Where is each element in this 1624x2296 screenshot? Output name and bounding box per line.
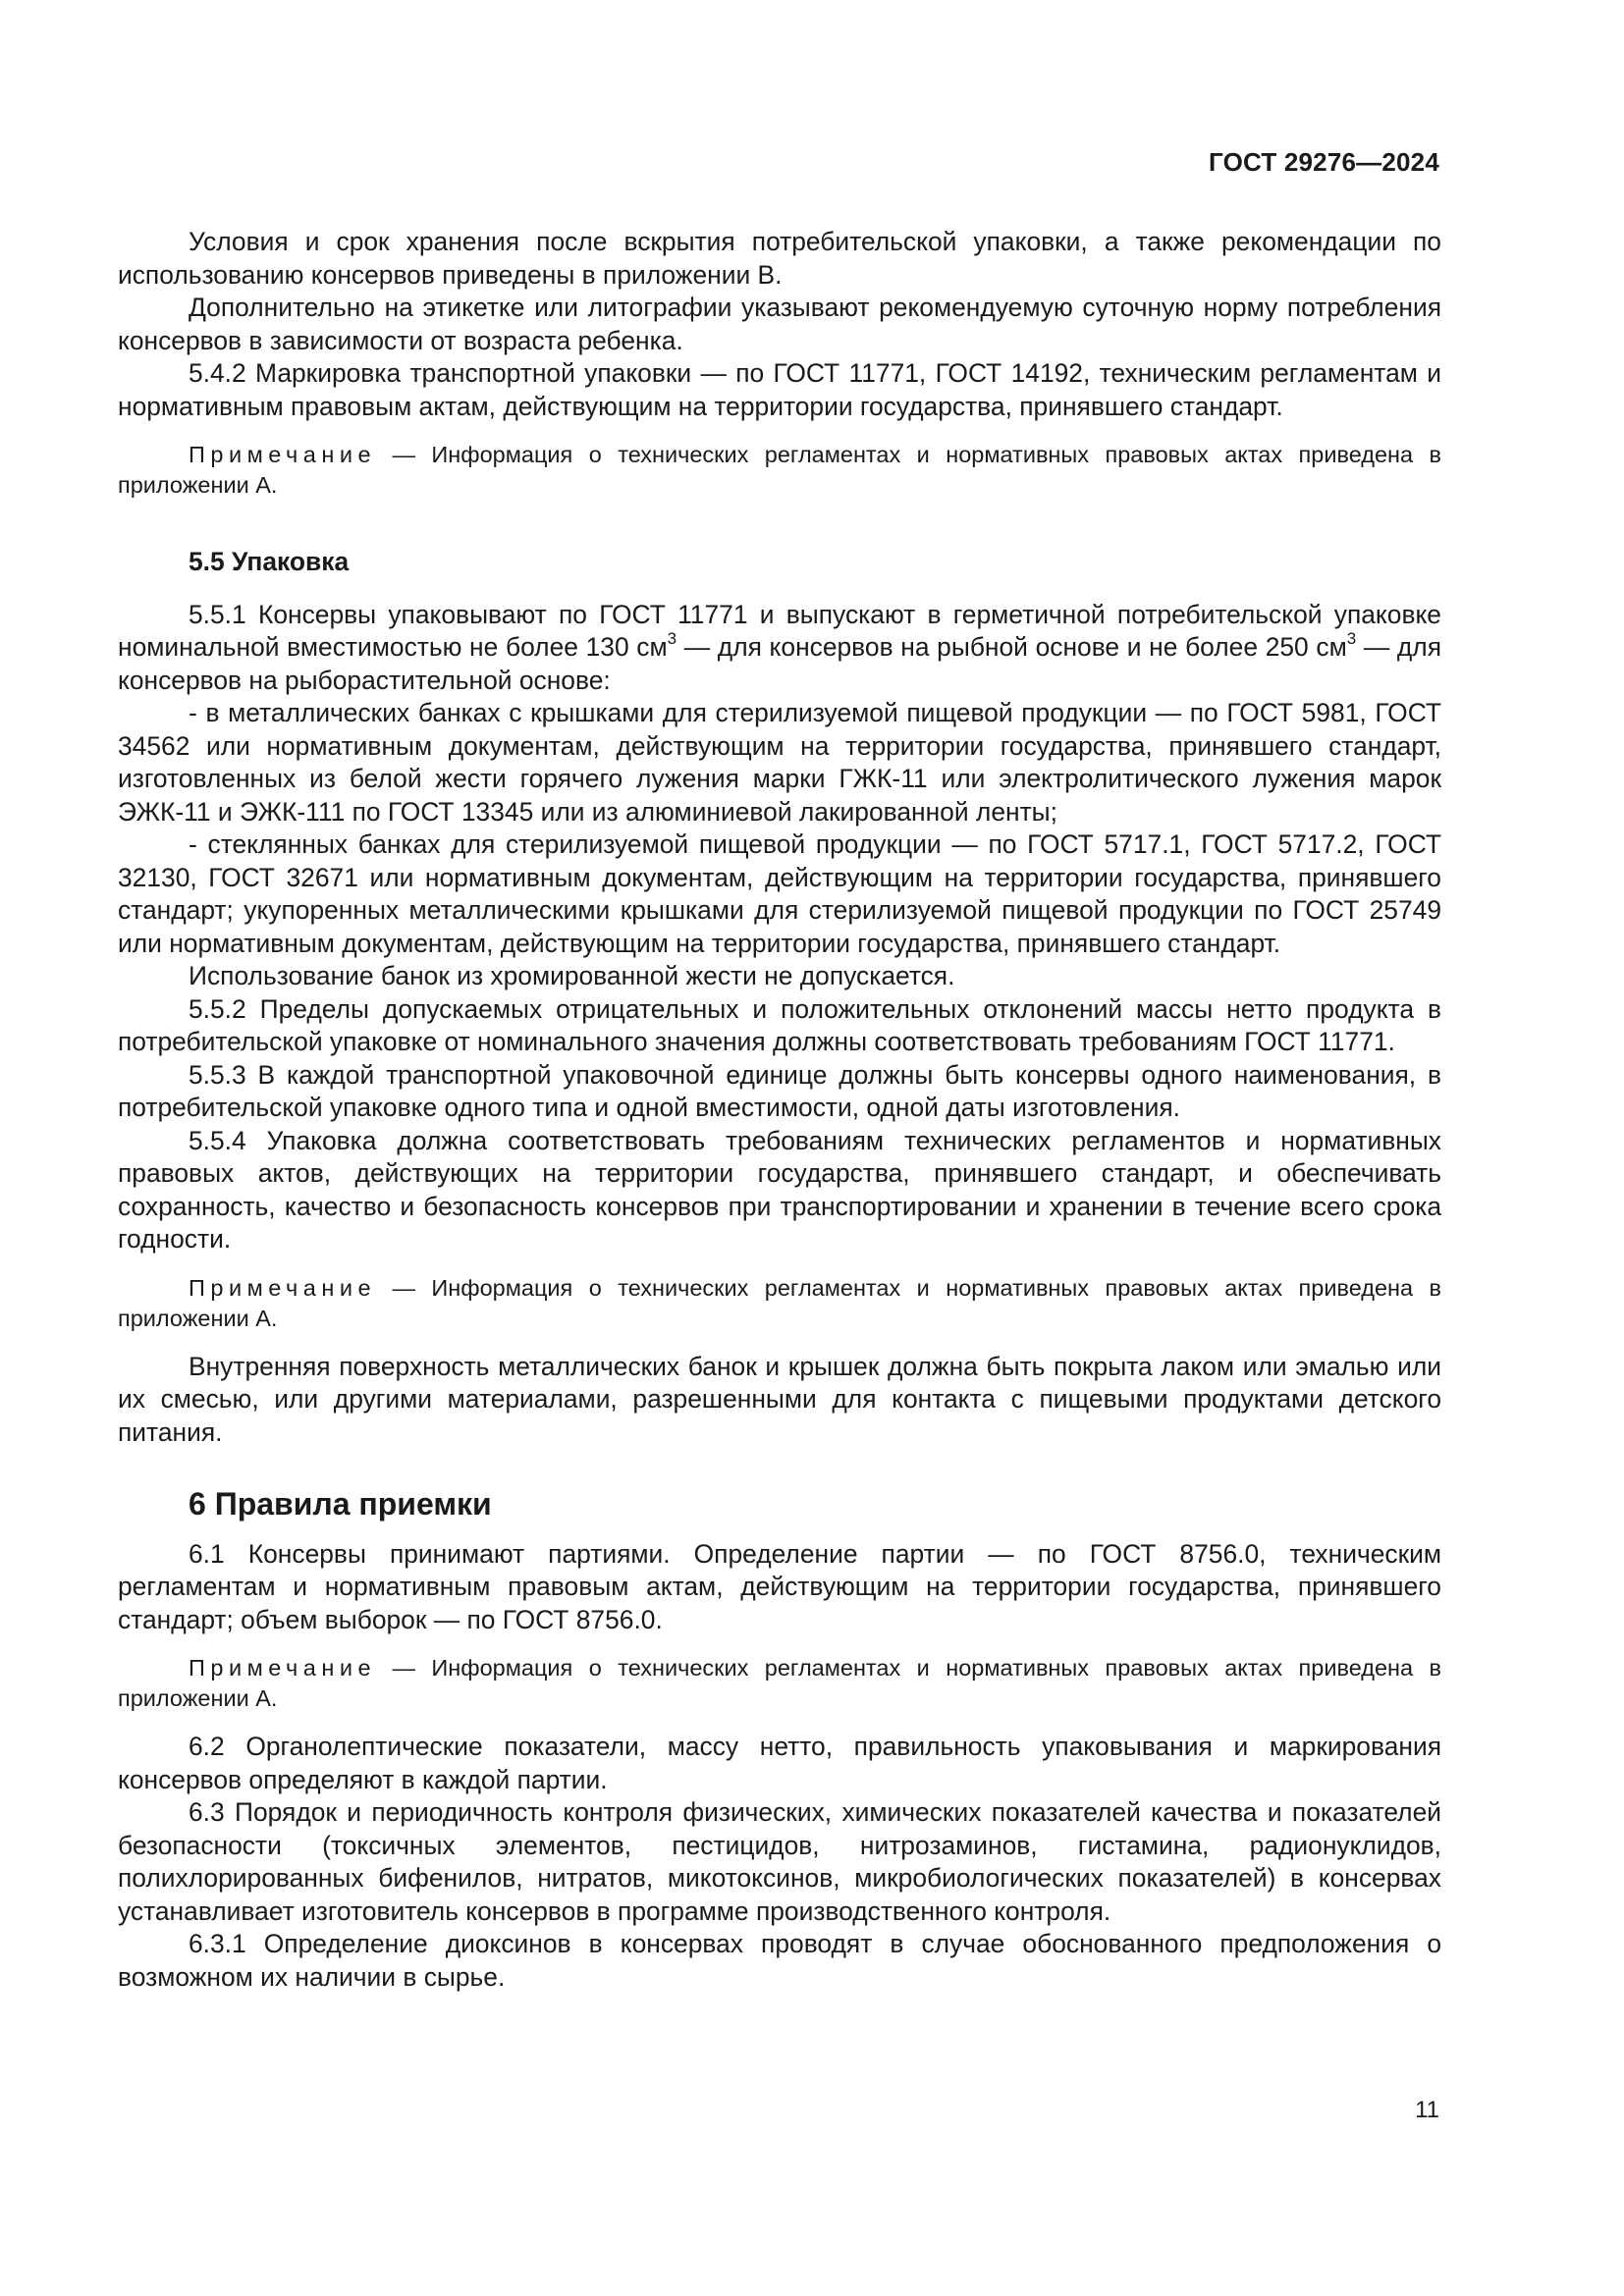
paragraph-storage-after-opening: Условия и срок хранения после вскрытия потребительской упаковки, а также рекомендации по использованию консервов приведены в приложении В. [118, 227, 1441, 290]
note-3 [118, 1653, 1441, 1714]
note-2 [118, 1273, 1441, 1334]
paragraph-5-5-1-part-b: — для консервов на рыбной основе и не более 250 см [677, 632, 1347, 662]
note-1 [118, 440, 1441, 501]
paragraph-5-4-2: 5.4.2 Маркировка транспортной упаковки — по ГОСТ 11771, ГОСТ 14192, техническим регламентам и нормативным правовым актам, действующим на территории государства, принявшего стандарт. [118, 358, 1441, 421]
note-label: Примечание [189, 1655, 377, 1681]
paragraph-daily-norm: Дополнительно на этикетке или литографии указывают рекомендуемую суточную норму потребления консервов в зависимости от возраста ребенка. [118, 293, 1441, 355]
list-item-metal-cans: - в металлических банках с крышками для стерилизуемой пищевой продукции — по ГОСТ 5981, ГОСТ 34562 или нормативным документам, действующим на территории государства, принявшего стандарт, изготовленных из белой жести горячего лужения марки ГЖК-11 или электролитического лужения марок ЭЖК-11 и ЭЖК-111 по ГОСТ 13345 или из алюминиевой лакированной ленты; [118, 698, 1441, 827]
paragraph-6-3-1: 6.3.1 Определение диоксинов в консервах проводят в случае обоснованного предположения о возможном их наличии в сырье. [118, 1929, 1441, 1992]
paragraph-6-1: 6.1 Консервы принимают партиями. Определение партии — по ГОСТ 8756.0, техническим регламентам и нормативным правовым актам, действующим на территории государства, принявшего стандарт; объем выборок — по ГОСТ 8756.0. [118, 1538, 1441, 1634]
document-header-id: ГОСТ 29276—2024 [1209, 147, 1439, 177]
paragraph-5-5-4: 5.5.4 Упаковка должна соответствовать требованиям технических регламентов и нормативных правовых актов, действующих на территории государства, принявшего стандарт, и обеспечивать сохранность, качество и безопасность консервов при транспортировании и хранении в течение всего срока годности. [118, 1125, 1441, 1254]
paragraph-5-5-2: 5.5.2 Пределы допускаемых отрицательных и положительных отклонений массы нетто продукта в потребительской упаковке от номинального значения должны соответствовать требованиям ГОСТ 11771. [118, 993, 1441, 1056]
superscript-3: 3 [1346, 629, 1357, 648]
paragraph-5-5-1-part-c: — для консервов на рыборастительной основе: [118, 632, 1441, 695]
note-label: Примечание [189, 1274, 377, 1301]
chapter-heading-6: 6 Правила приемки [189, 1486, 492, 1522]
superscript-3: 3 [667, 629, 677, 648]
paragraph-chrome-tin: Использование банок из хромированной жести не допускается. [189, 961, 955, 990]
paragraph-5-5-3: 5.5.3 В каждой транспортной упаковочной единице должны быть консервы одного наименования, в потребительской упаковке одного типа и одной вместимости, одной даты изготовления. [118, 1059, 1441, 1122]
list-item-glass-jars: - стеклянных банках для стерилизуемой пищевой продукции — по ГОСТ 5717.1, ГОСТ 5717.2, ГОСТ 32130, ГОСТ 32671 или нормативным документам, действующим на территории государства, принявшего стандарт; укупоренных металлическими крышками для стерилизуемой пищевой продукции по ГОСТ 25749 или нормативным документам, действующим на территории государства, принявшего стандарт. [118, 829, 1441, 958]
note-text: — Информация о технических регламентах и нормативных правовых актах приведена в приложении А. [118, 442, 1441, 498]
paragraph-6-3: 6.3 Порядок и периодичность контроля физических, химических показателей качества и показателей безопасности (токсичных элементов, пестицидов, нитрозаминов, гистамина, радионуклидов, полихлорированных бифенилов, нитратов, микотоксинов, микробиологических показателей) в консервах устанавливает изготовитель консервов в программе производственного контроля. [118, 1797, 1441, 1926]
paragraph-5-5-1 [118, 599, 1441, 698]
document-body [118, 226, 1441, 1994]
note-text: — Информация о технических регламентах и нормативных правовых актах приведена в приложении А. [118, 1274, 1441, 1331]
paragraph-6-2: 6.2 Органолептические показатели, массу нетто, правильность упаковывания и маркирования консервов определяют в каждой партии. [118, 1732, 1441, 1794]
paragraph-inner-surface: Внутренняя поверхность металлических банок и крышек должна быть покрыта лаком или эмалью или их смесью, или другими материалами, разрешенными для контакта с пищевыми продуктами детского питания. [118, 1351, 1441, 1447]
note-label: Примечание [189, 442, 377, 467]
note-text: — Информация о технических регламентах и нормативных правовых актах приведена в приложении А. [118, 1655, 1441, 1711]
paragraph-5-5-1-part-a: 5.5.1 Консервы упаковывают по ГОСТ 11771 и выпускают в герметичной потребительской упаковке номинальной вместимостью не более 130 см [118, 599, 1441, 662]
page-number: 11 [1415, 2097, 1439, 2123]
section-heading-5-5: 5.5 Упаковка [189, 547, 350, 576]
